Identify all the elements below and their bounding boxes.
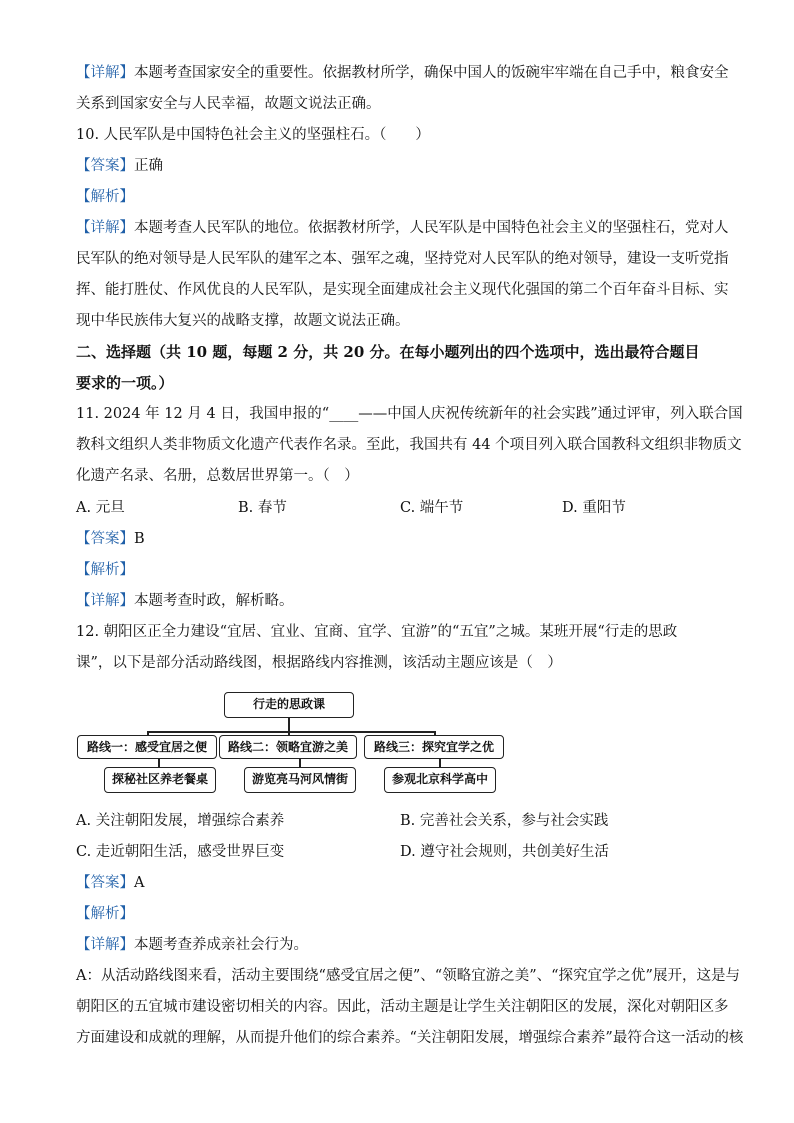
question-12: 12. 朝阳区正全力建设“宜居、宜业、宜商、宜学、宜游”的“五宜”之城。某班开展“行走的思政 xyxy=(76,624,678,640)
answer-line xyxy=(76,529,726,549)
q11-option-d: D. 重阳节 xyxy=(562,500,626,516)
q12-option-c: C. 走近朝阳生活，感受世界巨变 xyxy=(76,844,285,860)
section-heading: 要求的一项。） xyxy=(76,374,174,392)
answer-tag: 【答案】 xyxy=(76,531,134,547)
explain-tag: 【详解】 xyxy=(76,220,134,236)
answer-value: A xyxy=(134,875,145,891)
explanation-line xyxy=(76,63,729,83)
explanation-line: 关系到国家安全与人民幸福，故题文说法正确。 xyxy=(76,96,381,112)
activity-two: 游览亮马河风情街 xyxy=(244,767,356,793)
connector xyxy=(288,718,290,732)
explain-text: 本题考查时政，解析略。 xyxy=(134,593,294,609)
answer-value: B xyxy=(134,531,145,547)
explain-text: 本题考查国家安全的重要性。依据教材所学，确保中国人的饭碗牢牢端在自己手中，粮食安全 xyxy=(134,65,729,81)
explanation-line: 朝阳区的五宜城市建设密切相关的内容。因此，活动主题是让学生关注朝阳区的发展，深化对朝阳区多 xyxy=(76,999,729,1015)
explanation-line xyxy=(76,935,726,955)
explanation-line: 现中华民族伟大复兴的战略支撑，故题文说法正确。 xyxy=(76,313,410,329)
q12-option-b: B. 完善社会关系，参与社会实践 xyxy=(400,813,609,829)
q12-option-d: D. 遵守社会规则，共创美好生活 xyxy=(400,844,609,860)
route-three: 路线三：探究宜学之优 xyxy=(364,735,504,759)
answer-value: 正确 xyxy=(134,158,163,174)
section-heading: 二、选择题（共 10 题，每题 2 分，共 20 分。在每小题列出的四个选项中，选出最符合题目 xyxy=(76,343,700,361)
diagram-root: 行走的思政课 xyxy=(224,692,354,718)
q11-option-c: C. 端午节 xyxy=(400,500,464,516)
analysis-tag: 【解析】 xyxy=(76,906,134,922)
answer-tag: 【答案】 xyxy=(76,875,134,891)
explain-text: 本题考查人民军队的地位。依据教材所学，人民军队是中国特色社会主义的坚强柱石，党对人 xyxy=(134,220,729,236)
q11-option-a: A. 元旦 xyxy=(76,500,125,516)
question-12: 课”，以下是部分活动路线图，根据路线内容推测，该活动主题应该是（ ） xyxy=(76,655,562,671)
answer-line xyxy=(76,873,726,893)
answer-line xyxy=(76,156,726,176)
route-two: 路线二：领略宜游之美 xyxy=(219,735,357,759)
q11-option-b: B. 春节 xyxy=(238,500,287,516)
analysis-tag: 【解析】 xyxy=(76,189,134,205)
explain-tag: 【详解】 xyxy=(76,937,134,953)
explain-text: 本题考查养成亲社会行为。 xyxy=(134,937,308,953)
q12-option-a: A. 关注朝阳发展，增强综合素养 xyxy=(76,813,285,829)
activity-one: 探秘社区养老餐桌 xyxy=(104,767,216,793)
explanation-line xyxy=(76,218,729,238)
question-10: 10. 人民军队是中国特色社会主义的坚强柱石。（ ） xyxy=(76,127,430,143)
explanation-line: 民军队的绝对领导是人民军队的建军之本、强军之魂，坚持党对人民军队的绝对领导，建设一支听党指 xyxy=(76,251,729,267)
explanation-line: 方面建设和成就的理解，从而提升他们的综合素养。“关注朝阳发展，增强综合素养”最符合这一活动的核 xyxy=(76,1030,744,1046)
activity-three: 参观北京科学高中 xyxy=(384,767,496,793)
question-11: 化遗产名录、名册，总数居世界第一。（ ） xyxy=(76,468,359,484)
question-11: 11. 2024 年 12 月 4 日，我国申报的“____——中国人庆祝传统新年的社会实践”通过评审，列入联合国 xyxy=(76,406,743,422)
answer-tag: 【答案】 xyxy=(76,158,134,174)
question-11: 教科文组织人类非物质文化遗产代表作名录。至此，我国共有 44 个项目列入联合国教科文组织非物质文 xyxy=(76,437,742,453)
explain-tag: 【详解】 xyxy=(76,65,134,81)
explanation-line: 挥、能打胜仗、作风优良的人民军队，是实现全面建成社会主义现代化强国的第二个百年奋斗目标、实 xyxy=(76,282,729,298)
explain-tag: 【详解】 xyxy=(76,593,134,609)
explanation-line xyxy=(76,591,726,611)
connector xyxy=(147,731,435,733)
analysis-tag: 【解析】 xyxy=(76,562,134,578)
route-one: 路线一：感受宜居之便 xyxy=(77,735,217,759)
explanation-line: A：从活动路线图来看，活动主要围绕“感受宜居之便”、“领略宜游之美”、“探究宜学之优”展开，这是与 xyxy=(76,968,740,984)
